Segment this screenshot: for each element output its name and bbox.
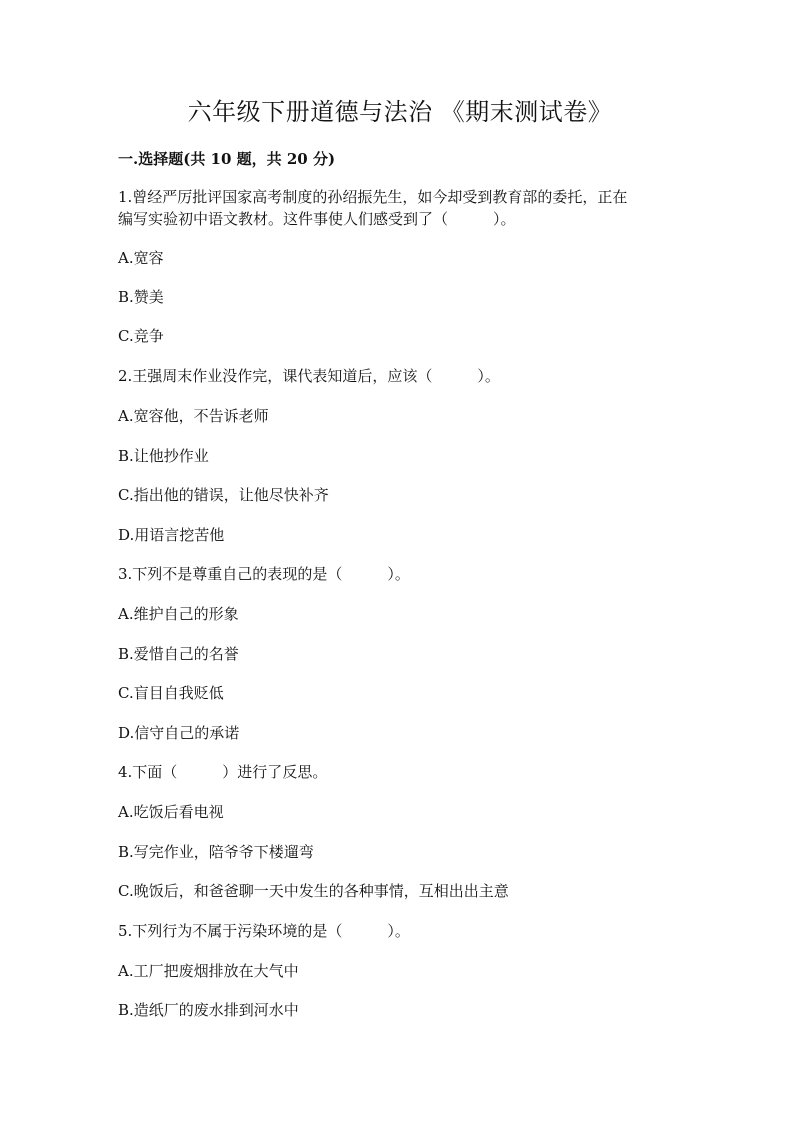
page-title: 六年级下册道德与法治 《期末测试卷》 <box>187 98 613 126</box>
question-3-option-d: D.信守自己的承诺 <box>118 724 240 742</box>
question-2-option-a: A.宽容他，不告诉老师 <box>118 407 269 425</box>
question-4-text: 4.下面（ ）进行了反思。 <box>118 763 328 781</box>
question-1-option-b: B.赞美 <box>118 288 164 306</box>
question-1-text-line-1: 1.曾经严厉批评国家高考制度的孙绍振先生，如今却受到教育部的委托，正在 <box>118 188 628 206</box>
question-1-option-c: C.竞争 <box>118 327 164 345</box>
question-2-option-d: D.用语言挖苦他 <box>118 526 225 544</box>
question-3-text: 3.下列不是尊重自己的表现的是（ ）。 <box>118 565 410 583</box>
question-5-option-b: B.造纸厂的废水排到河水中 <box>118 1001 299 1019</box>
question-4-option-b: B.写完作业，陪爷爷下楼遛弯 <box>118 843 314 861</box>
question-2-option-c: C.指出他的错误，让他尽快补齐 <box>118 486 329 504</box>
question-2-text: 2.王强周末作业没作完，课代表知道后，应该（ ）。 <box>118 367 500 385</box>
question-4-option-a: A.吃饭后看电视 <box>118 803 224 821</box>
question-1-option-a: A.宽容 <box>118 249 164 267</box>
question-2-option-b: B.让他抄作业 <box>118 447 209 465</box>
section-heading: 一.选择题(共 10 题，共 20 分) <box>118 150 336 168</box>
question-3-option-b: B.爱惜自己的名誉 <box>118 645 239 663</box>
question-5-text: 5.下列行为不属于污染环境的是（ ）。 <box>118 922 410 940</box>
question-1-text-line-2: 编写实验初中语文教材。这件事使人们感受到了（ ）。 <box>118 210 516 228</box>
question-3-option-c: C.盲目自我贬低 <box>118 684 224 702</box>
question-5-option-a: A.工厂把废烟排放在大气中 <box>118 962 299 980</box>
question-3-option-a: A.维护自己的形象 <box>118 605 239 623</box>
question-4-option-c: C.晚饭后，和爸爸聊一天中发生的各种事情，互相出出主意 <box>118 882 509 900</box>
